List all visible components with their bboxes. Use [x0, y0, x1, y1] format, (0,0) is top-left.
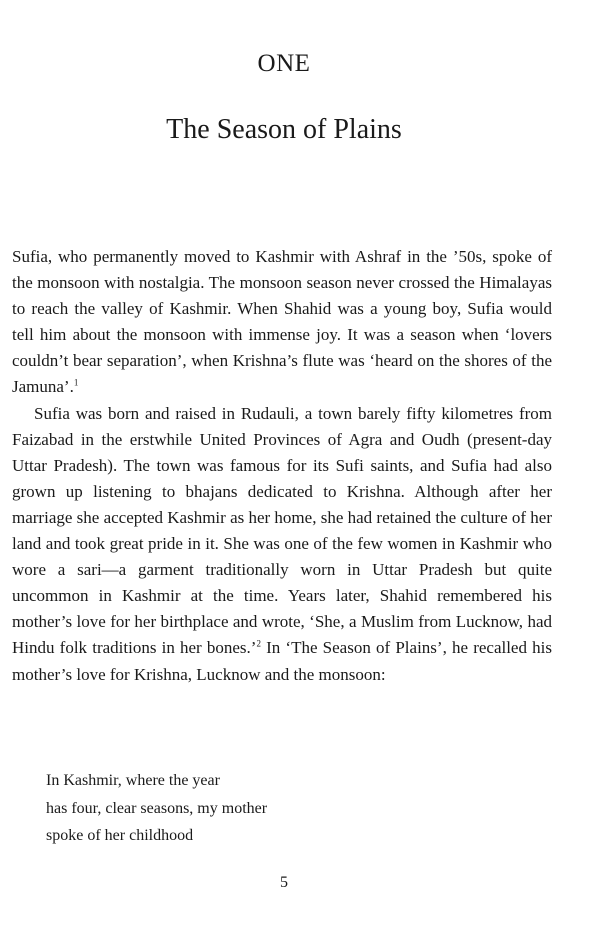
- poem-line: has four, clear seasons, my mother: [46, 799, 268, 817]
- paragraph-1: [12, 244, 552, 401]
- paragraph-text: Sufia was born and raised in Rudauli, a town barely fifty kilometres from Faizabad in the erstwhile United Provinces of Agra and Oudh (present-day Uttar Pradesh). The town was famous for its Sufi saints, and Sufia had also grown up listening to bhajans dedicated to Krishna. Although after her marriage she accepted Kashmir as her home, she had retained the culture of her land and took great pride in it. She was one of the few women in Kashmir who wore a sari—a garment traditionally worn in Uttar Pradesh but quite uncommon in Kashmir at the time. Years later, Shahid remembered his mother’s love for her birthplace and wrote, ‘She, a Muslim from Lucknow, had Hindu folk traditions in her bones.’: [12, 403, 552, 658]
- footnote-marker: 1: [73, 377, 79, 388]
- footnote-marker: 2: [256, 638, 261, 649]
- poem-line: In Kashmir, where the year: [46, 772, 220, 789]
- chapter-number: ONE: [257, 50, 311, 77]
- poem-line: spoke of her childhood: [46, 827, 194, 844]
- poem-excerpt: [46, 767, 267, 850]
- paragraph-2: [12, 401, 552, 688]
- paragraph-text-continued: In ‘The Season of Plains’, he recalled his mother’s love for Krishna, Lucknow and the monsoon:: [12, 638, 552, 684]
- page-number: 5: [280, 874, 288, 891]
- body-text: [12, 244, 552, 688]
- paragraph-text: Sufia, who permanently moved to Kashmir with Ashraf in the ’50s, spoke of the monsoon with nostalgia. The monsoon season never crossed the Himalayas to reach the valley of Kashmir. When Shahid was a young boy, Sufia would tell him about the monsoon with immense joy. It was a season when ‘lovers couldn’t bear separation’, when Krishna’s flute was ‘heard on the shores of the Jamuna’.: [12, 247, 552, 397]
- chapter-title: The Season of Plains: [166, 114, 402, 145]
